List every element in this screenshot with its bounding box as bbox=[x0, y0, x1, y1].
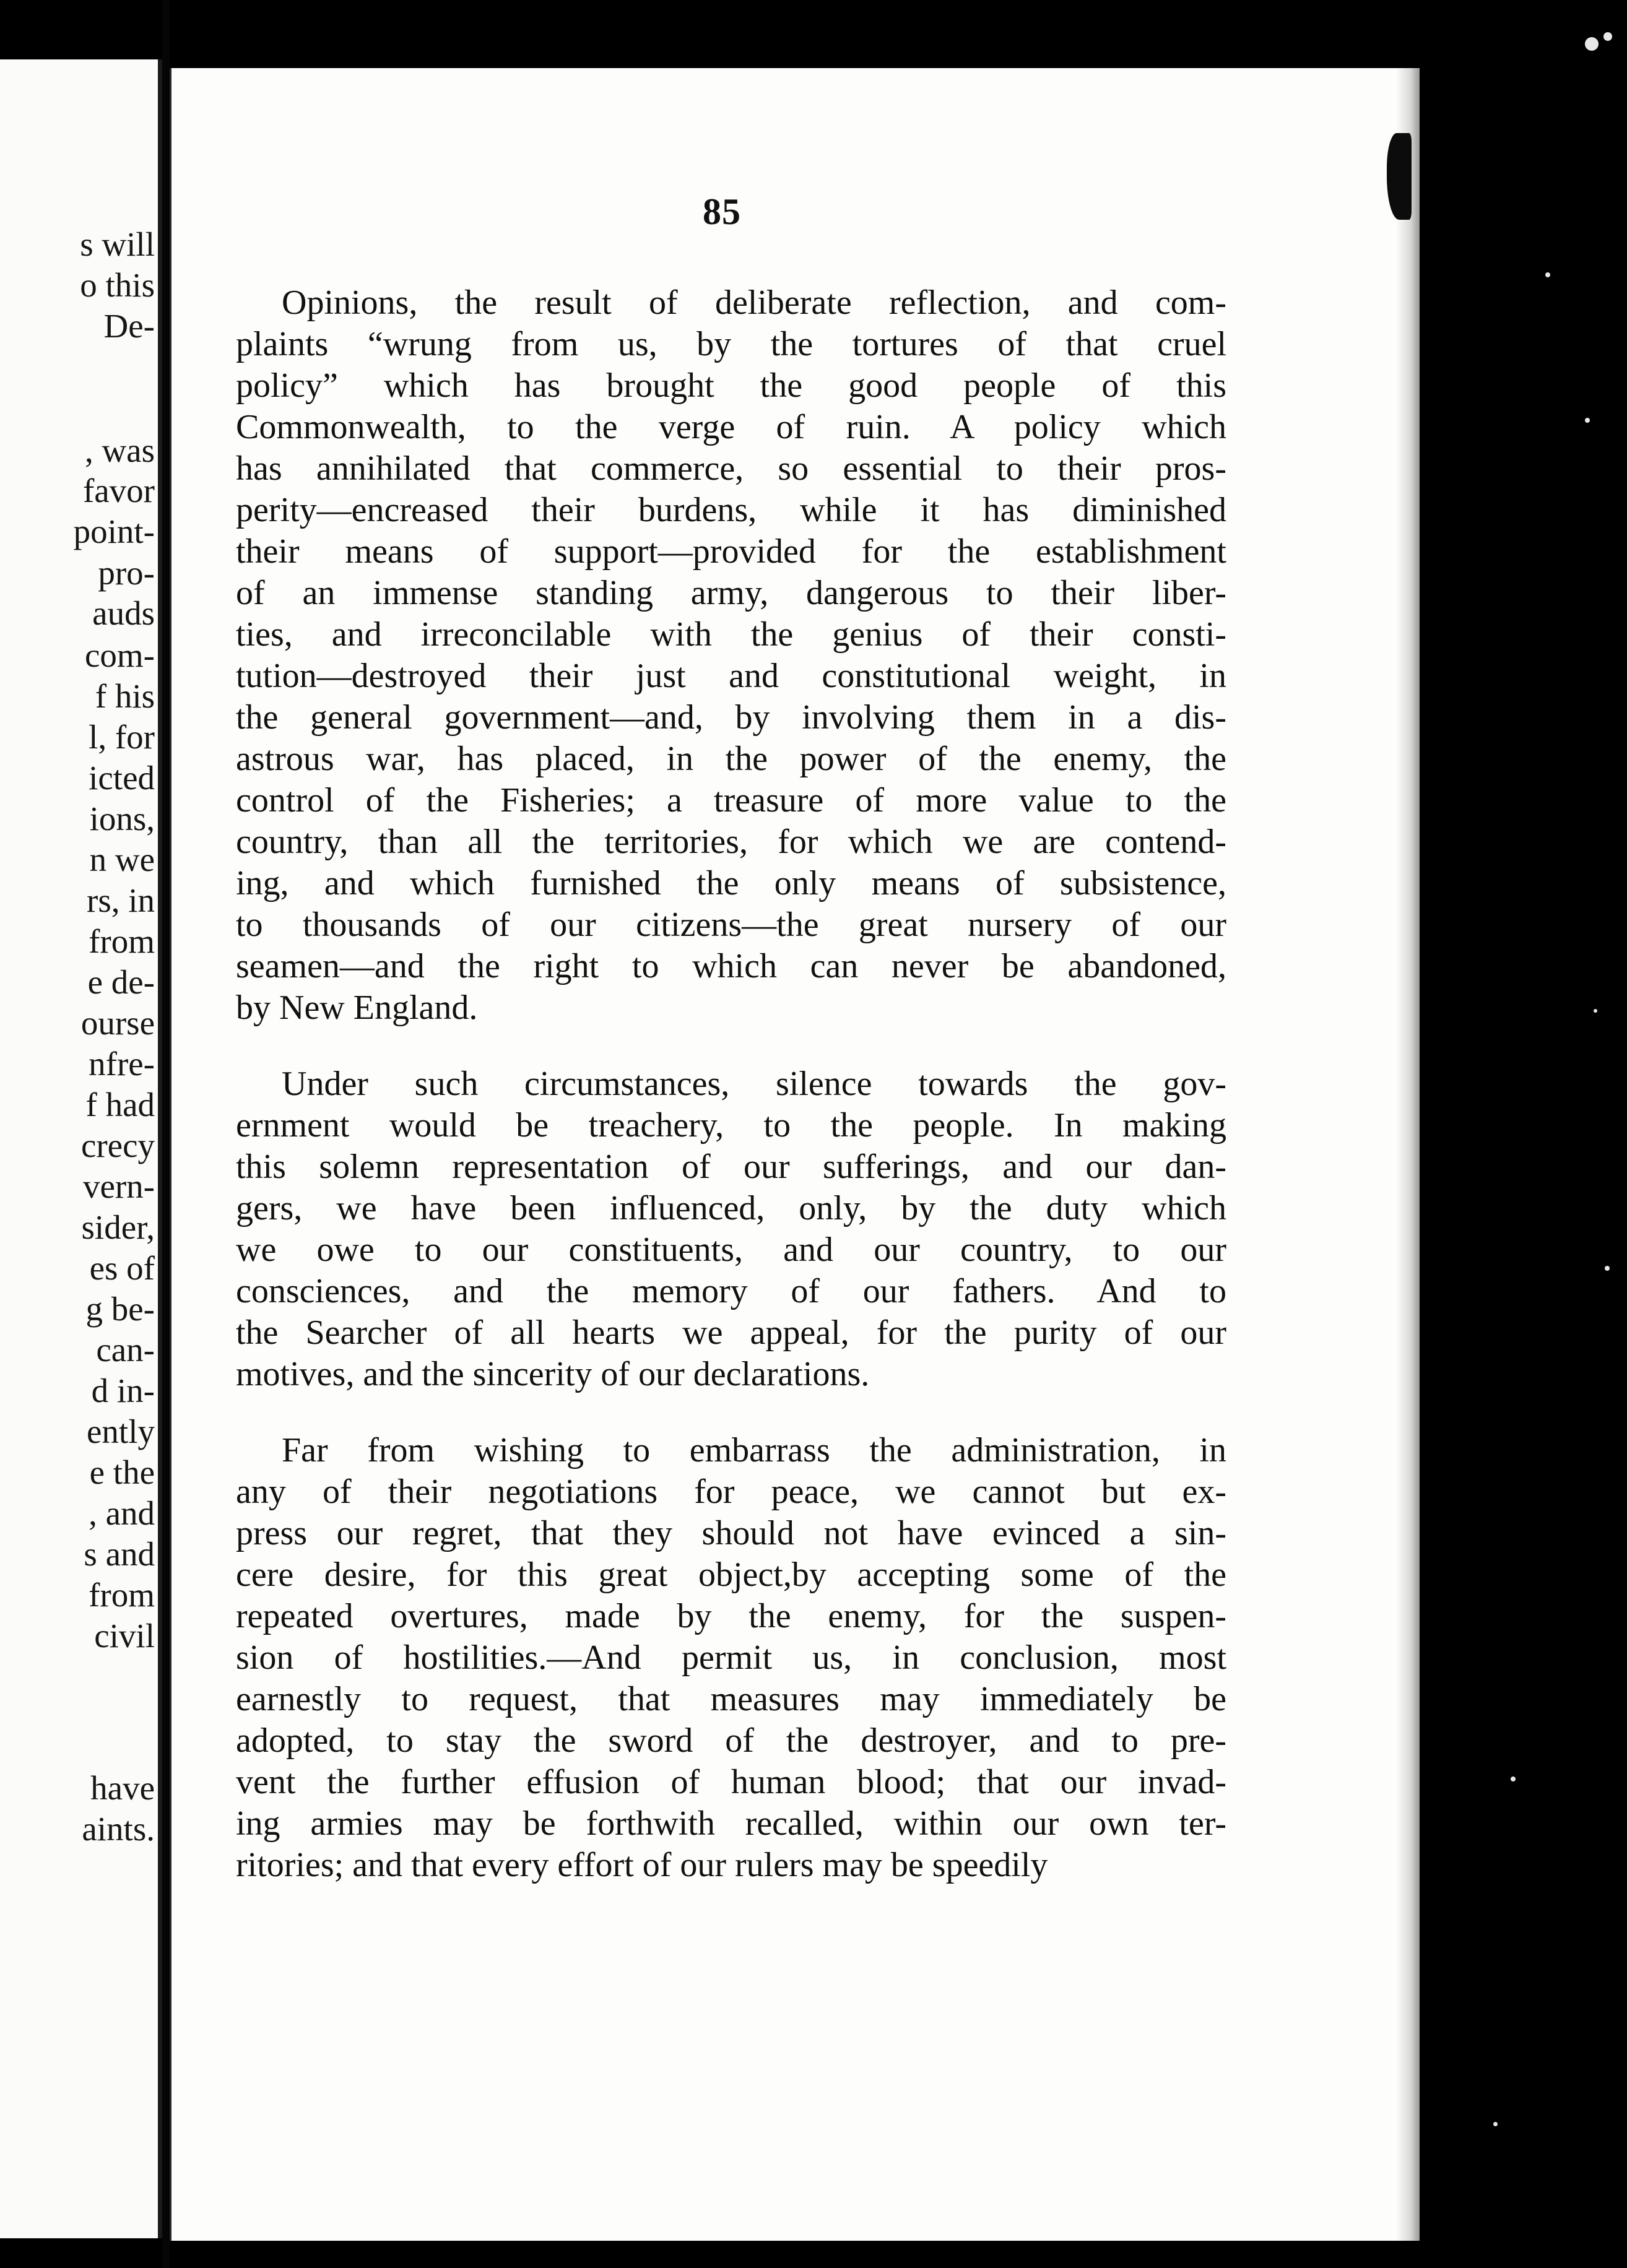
text-line: Under such circumstances, silence towards the gov- bbox=[282, 1065, 1226, 1103]
text-line: tution—destroyed their just and constitutional weight, in bbox=[236, 657, 1226, 695]
scan-speck bbox=[1603, 32, 1612, 41]
text-line: motives, and the sincerity of our declarations. bbox=[236, 1355, 870, 1393]
facing-text-line: s will bbox=[80, 225, 155, 263]
facing-text-line: n we bbox=[89, 841, 155, 878]
facing-text-line: ourse bbox=[80, 1004, 155, 1042]
text-line: this solemn representation of our sufferings, and our dan- bbox=[236, 1148, 1226, 1186]
text-line: earnestly to request, that measures may immediately be bbox=[236, 1680, 1226, 1718]
scan-speck bbox=[1585, 418, 1590, 423]
facing-text-line: civil bbox=[94, 1617, 155, 1655]
text-line: their means of support—provided for the establishment bbox=[236, 532, 1226, 571]
paragraph-far-from-wishing bbox=[236, 1430, 1226, 1886]
facing-text-line: vern- bbox=[82, 1167, 155, 1205]
text-line: repeated overtures, made by the enemy, for the suspen- bbox=[236, 1597, 1226, 1635]
text-line: we owe to our constituents, and our country, to our bbox=[236, 1231, 1226, 1269]
main-page bbox=[170, 68, 1420, 2241]
text-line: policy” which has brought the good people of this bbox=[236, 366, 1226, 405]
facing-text-line: point- bbox=[73, 513, 155, 550]
facing-text-line: crecy bbox=[80, 1127, 155, 1164]
text-line: the general government—and, by involving them in a dis- bbox=[236, 698, 1226, 737]
facing-text-line: favor bbox=[82, 472, 155, 509]
text-line: press our regret, that they should not have evinced a sin- bbox=[236, 1514, 1226, 1552]
text-line: control of the Fisheries; a treasure of more value to the bbox=[236, 781, 1226, 820]
text-line: Commonwealth, to the verge of ruin. A policy which bbox=[236, 408, 1226, 446]
facing-text-line: aints. bbox=[82, 1810, 155, 1848]
text-line: Far from wishing to embarrass the administration, in bbox=[282, 1431, 1226, 1469]
paragraph-opinions bbox=[236, 282, 1226, 1029]
facing-text-line: sider, bbox=[81, 1208, 155, 1246]
facing-text-line: De- bbox=[103, 307, 155, 345]
text-line: perity—encreased their burdens, while it has diminished bbox=[236, 491, 1226, 529]
text-line: Opinions, the result of deliberate reflection, and com- bbox=[282, 284, 1226, 322]
binding-blot bbox=[1387, 133, 1412, 220]
facing-text-line: com- bbox=[84, 636, 155, 674]
facing-text-line: f had bbox=[85, 1086, 155, 1123]
text-line: to thousands of our citizens—the great nursery of our bbox=[236, 906, 1226, 944]
text-line: the Searcher of all hearts we appeal, for the purity of our bbox=[236, 1314, 1226, 1352]
facing-text-line: f his bbox=[95, 677, 155, 715]
facing-text-line: rs, in bbox=[87, 881, 155, 919]
scan-speck bbox=[1493, 2122, 1498, 2126]
scan-speck bbox=[1511, 1777, 1516, 1781]
text-line: country, than all the territories, for which we are contend- bbox=[236, 823, 1226, 861]
facing-text-line: e the bbox=[89, 1453, 155, 1491]
scan-speck bbox=[1605, 1266, 1610, 1271]
text-line: consciences, and the memory of our fathers. And to bbox=[236, 1272, 1226, 1310]
text-line: gers, we have been influenced, only, by the duty which bbox=[236, 1189, 1226, 1227]
text-line: ernment would be treachery, to the people. In making bbox=[236, 1106, 1226, 1145]
facing-text-line: , was bbox=[84, 431, 155, 469]
facing-text-line: icted bbox=[89, 759, 155, 797]
facing-text-line: , and bbox=[89, 1494, 155, 1532]
text-line: ties, and irreconcilable with the genius of their consti- bbox=[236, 615, 1226, 654]
binding-gutter bbox=[162, 0, 170, 2268]
text-line: ing, and which furnished the only means of subsistence, bbox=[236, 864, 1226, 902]
page-fold-shadow bbox=[158, 59, 162, 2238]
facing-text-line: s and bbox=[84, 1535, 155, 1573]
paragraph-under-such-circumstances bbox=[236, 1063, 1226, 1395]
facing-text-line: from bbox=[89, 922, 155, 960]
facing-text-line: nfre- bbox=[89, 1045, 155, 1083]
facing-text-line: can- bbox=[96, 1331, 155, 1369]
scan-speck bbox=[1585, 37, 1599, 51]
text-line: ritories; and that every effort of our rulers may be speedily bbox=[236, 1846, 1048, 1884]
scan-speck bbox=[1545, 272, 1550, 277]
text-line: plaints “wrung from us, by the tortures of that cruel bbox=[236, 325, 1226, 363]
text-line: vent the further effusion of human blood; that our invad- bbox=[236, 1763, 1226, 1801]
facing-text-line: o this bbox=[80, 266, 155, 304]
facing-text-line: l, for bbox=[89, 718, 155, 756]
text-line: has annihilated that commerce, so essential to their pros- bbox=[236, 449, 1226, 488]
text-line: astrous war, has placed, in the power of the enemy, the bbox=[236, 740, 1226, 778]
facing-text-line: ions, bbox=[89, 800, 155, 838]
facing-text-line: have bbox=[90, 1769, 155, 1807]
facing-text-line: from bbox=[89, 1576, 155, 1614]
facing-text-line: d in- bbox=[91, 1372, 155, 1409]
facing-text-line: pro- bbox=[98, 554, 155, 592]
facing-text-line: e de- bbox=[87, 963, 155, 1001]
text-line: of an immense standing army, dangerous to their liber- bbox=[236, 574, 1226, 612]
facing-text-line: auds bbox=[92, 594, 155, 632]
facing-page-fragment bbox=[0, 59, 162, 2238]
text-line: ing armies may be forthwith recalled, within our own ter- bbox=[236, 1804, 1226, 1843]
text-line: sion of hostilities.—And permit us, in conclusion, most bbox=[236, 1638, 1226, 1677]
facing-text-line: es of bbox=[89, 1249, 155, 1287]
page-number: 85 bbox=[703, 191, 741, 232]
text-line: adopted, to stay the sword of the destroyer, and to pre- bbox=[236, 1721, 1226, 1760]
text-line: by New England. bbox=[236, 989, 478, 1027]
facing-text-line: g be- bbox=[85, 1290, 155, 1328]
scan-speck bbox=[1594, 1009, 1597, 1013]
text-line: seamen—and the right to which can never be abandoned, bbox=[236, 947, 1226, 985]
page-edge-shadow bbox=[1396, 68, 1420, 2241]
text-line: any of their negotiations for peace, we cannot but ex- bbox=[236, 1473, 1226, 1511]
text-line: cere desire, for this great object,by accepting some of the bbox=[236, 1556, 1226, 1594]
facing-text-line: ently bbox=[87, 1413, 155, 1450]
